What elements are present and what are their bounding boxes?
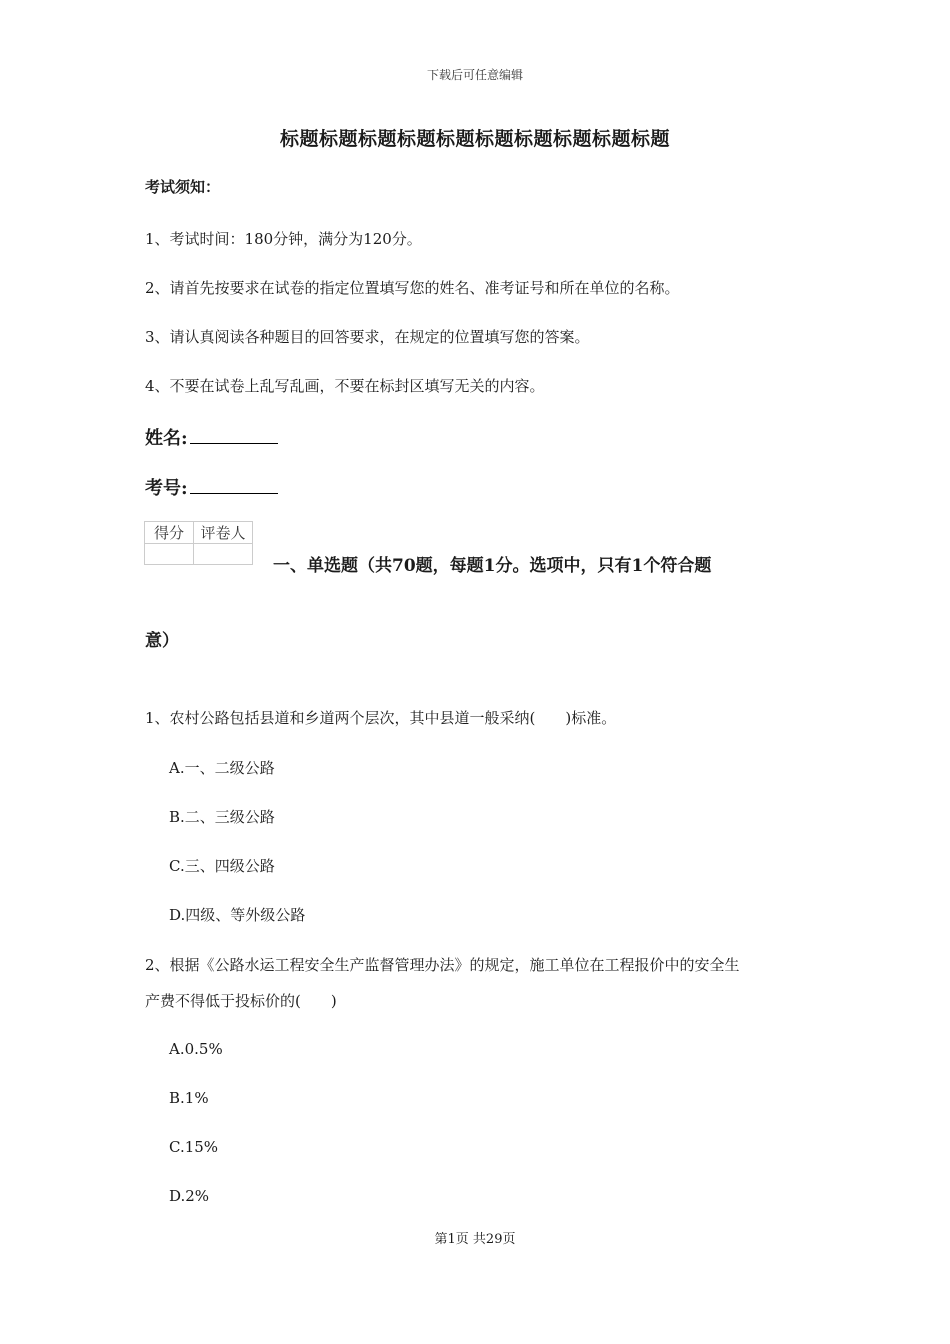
grader-cell: [194, 544, 253, 565]
question-option: A.一、二级公路: [169, 759, 275, 777]
header-note: 下载后可任意编辑: [426, 68, 523, 82]
exam-number-field: [145, 474, 278, 500]
score-table: [144, 521, 253, 565]
grader-header: 评卷人: [194, 522, 253, 544]
notice-item: 3、请认真阅读各种题目的回答要求，在规定的位置填写您的答案。: [145, 328, 590, 346]
question-option: C.15%: [169, 1138, 219, 1156]
question-option: B.1%: [169, 1089, 209, 1107]
question-text: 2、根据《公路水运工程安全生产监督管理办法》的规定，施工单位在工程报价中的安全生: [145, 956, 740, 974]
notice-item: 2、请首先按要求在试卷的指定位置填写您的姓名、准考证号和所在单位的名称。: [145, 279, 680, 297]
name-label: 姓名:: [145, 428, 188, 449]
question-text-continued: 产费不得低于投标价的( ): [145, 992, 337, 1010]
question-text: 1、农村公路包括县道和乡道两个层次，其中县道一般采纳( )标准。: [145, 709, 617, 727]
notice-title: 考试须知：: [145, 178, 221, 196]
score-cell: [145, 544, 194, 565]
notice-item: 1、考试时间：180分钟，满分为120分。: [145, 230, 422, 248]
exam-number-label: 考号:: [145, 478, 188, 499]
question-option: D.2%: [169, 1187, 210, 1205]
section-title: 一、单选题（共70题，每题1分。选项中，只有1个符合题: [273, 556, 712, 576]
question-option: C.三、四级公路: [169, 857, 275, 875]
section-title-continued: 意）: [145, 631, 179, 651]
document-title: 标题标题标题标题标题标题标题标题标题标题: [279, 128, 670, 150]
score-header: 得分: [145, 522, 194, 544]
name-blank[interactable]: [190, 425, 278, 444]
notice-item: 4、不要在试卷上乱写乱画，不要在标封区填写无关的内容。: [145, 377, 545, 395]
question-option: B.二、三级公路: [169, 808, 275, 826]
page-footer: 第1页 共29页: [434, 1232, 516, 1247]
question-option: D.四级、等外级公路: [169, 906, 306, 924]
exam-number-blank[interactable]: [190, 475, 278, 494]
question-option: A.0.5%: [169, 1040, 223, 1058]
name-field: [145, 424, 278, 450]
